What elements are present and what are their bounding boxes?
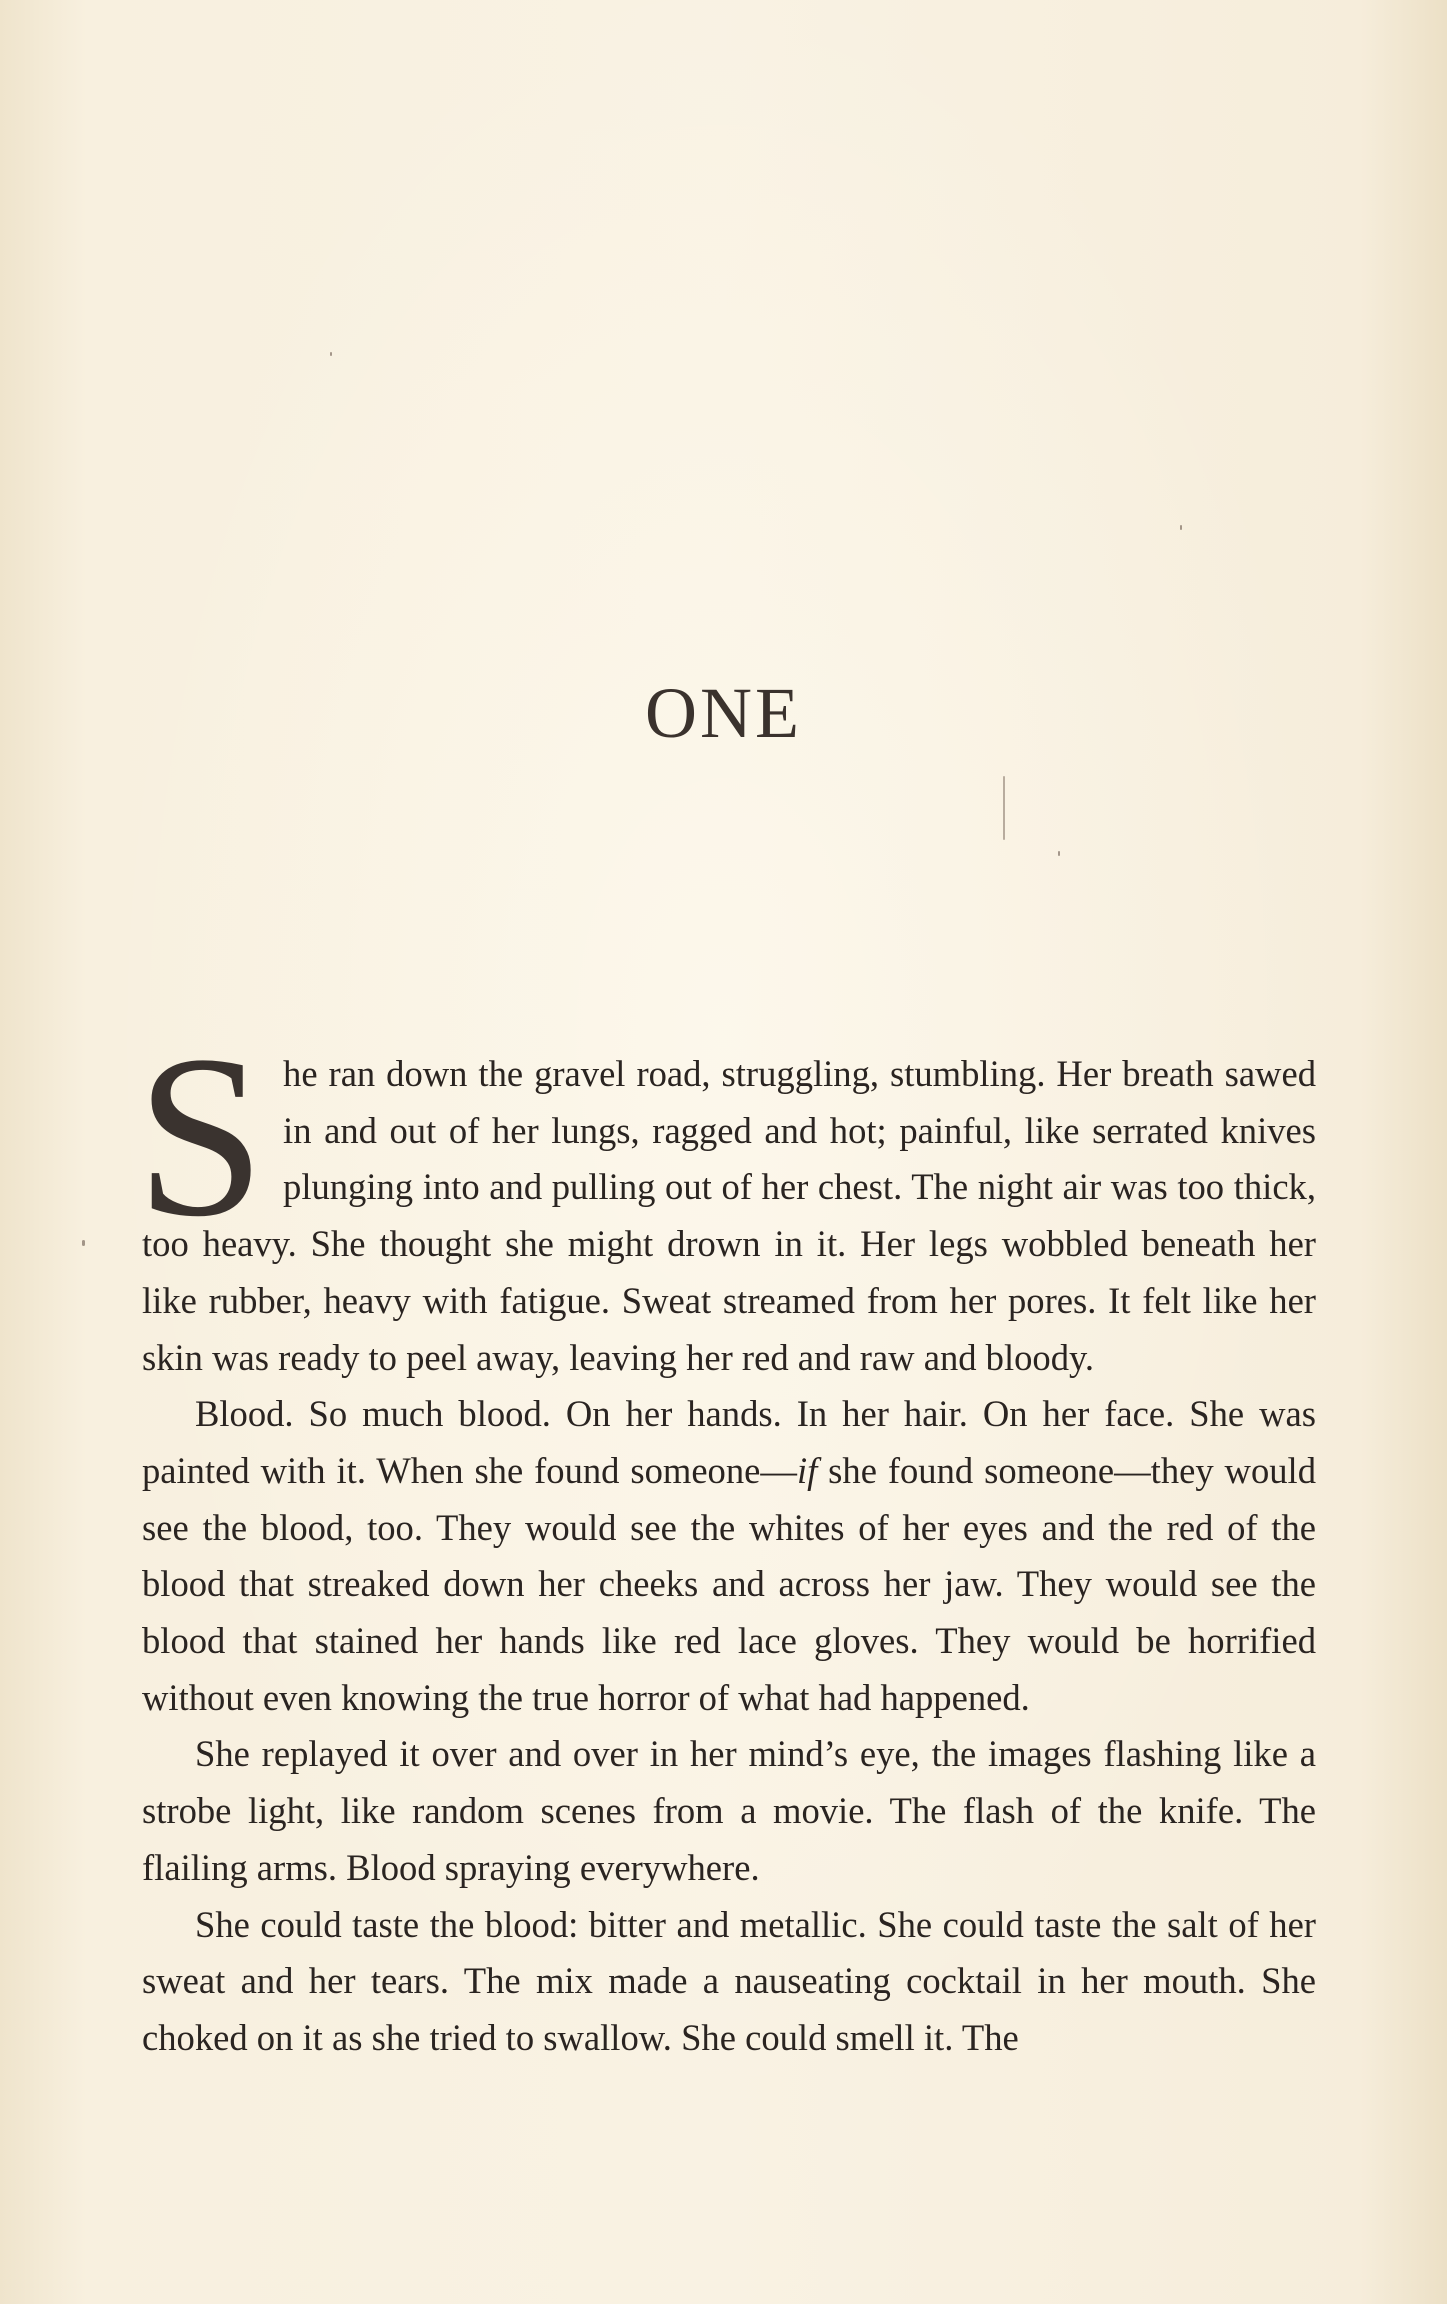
paragraph-1 [136, 1008, 1316, 1386]
paper-mark [1003, 776, 1005, 840]
show-through-texture [150, 110, 1310, 167]
paragraph-2-text-after: she found someone—they would see the blood, too. They would see the whites of her eyes and the red of the blood that streaked down her cheeks and across her jaw. They would see the blood that stained her hands like red lace gloves. They would be horrified without even knowing the true horror of what had happened. [142, 1449, 1317, 1718]
chapter-body [136, 1008, 1317, 2067]
paper-speck [82, 1240, 85, 1246]
paragraph-2-emphasis: if [796, 1449, 818, 1491]
paragraph-2 [142, 1386, 1316, 1726]
paper-speck [1058, 851, 1060, 856]
paragraph-4: She could taste the blood: bitter and metallic. She could taste the salt of her sweat and her tears. The mix made a nauseating cocktail in her mouth. She choked on it as she tried to swallow. She could smell it. The [142, 1903, 1316, 2058]
paper-speck [330, 352, 332, 356]
drop-cap: S [136, 1008, 266, 1265]
paragraph-2-text-before: Blood. So much blood. On her hands. In her hair. On her face. She was painted with it. When she found someone— [142, 1393, 1316, 1491]
paper-speck [1180, 525, 1182, 530]
chapter-title: ONE [645, 673, 802, 753]
paragraph-3: She replayed it over and over in her mind’s eye, the images flashing like a strobe light, like random scenes from a movie. The flash of the knife. The flailing arms. Blood spraying everywhere. [142, 1733, 1316, 1888]
paragraph-1-text: he ran down the gravel road, struggling, stumbling. Her breath sawed in and out of her lungs, ragged and hot; painful, like serrated knives plunging into and pulling out of her chest. The night air was too thick, too heavy. She thought she might drown in it. Her legs wobbled beneath her like rubber, heavy with fatigue. Sweat streamed from her pores. It felt like her skin was ready to peel away, leaving her red and raw and bloody. [142, 1053, 1316, 1378]
